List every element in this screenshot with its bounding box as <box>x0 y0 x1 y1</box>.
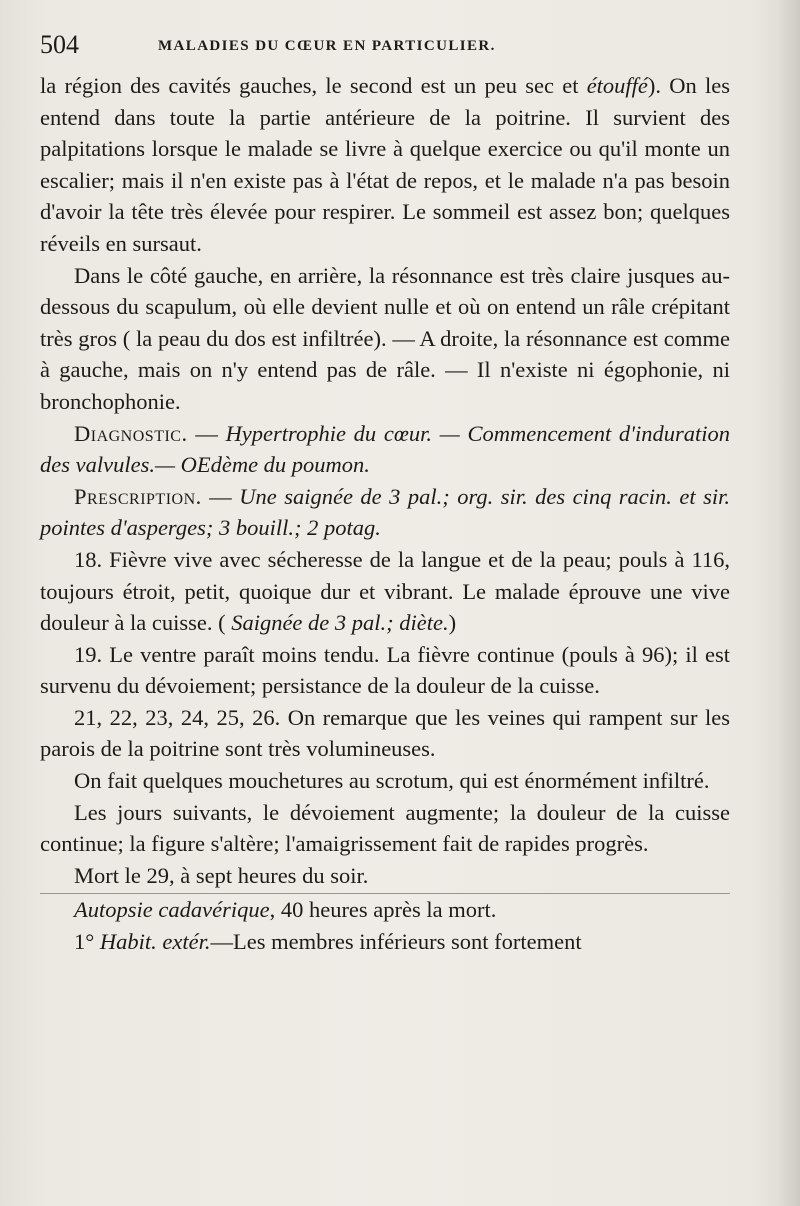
paragraph-mort <box>40 860 730 892</box>
text-segment: —Les membres inférieurs sont fortement <box>210 929 582 955</box>
text-segment: 19. Le ventre paraît moins tendu. La fièvre continue (pouls à 96); il est survenu du dévoiement; persistance de la douleur de la cuisse. <box>40 641 730 699</box>
page-number: 504 <box>40 30 79 59</box>
text-segment: , 40 heures après la mort. <box>269 897 497 923</box>
running-title: MALADIES DU CŒUR EN PARTICULIER. <box>158 38 496 54</box>
text-segment-italic: Saignée de 3 pal.; diète. <box>231 610 449 636</box>
paragraph-mouchetures <box>40 765 730 797</box>
paragraph-jours-suivants <box>40 797 730 860</box>
autopsie-heading: Autopsie cadavérique <box>74 897 270 923</box>
text-segment: Dans le côté gauche, en arrière, la résonnance est très claire jusques au-dessous du scapulum, où elle devient nulle et où on entend un râle crépitant très gros ( la peau du dos est infiltrée). — A droite, la résonnance est comme à gauche, mais on n'y entend pas de râle. — Il n'existe ni égophonie, ni bronchophonie. <box>40 262 730 414</box>
paragraph-diagnostic <box>40 418 730 481</box>
text-segment: la région des cavités gauches, le second est un peu sec et <box>40 73 587 98</box>
paragraph-autopsie <box>40 893 730 926</box>
text-segment: Mort le 29, à sept heures du soir. <box>74 862 369 888</box>
paragraph-2 <box>40 260 730 418</box>
page-header <box>40 30 730 64</box>
paragraph-day-19 <box>40 639 730 702</box>
diagnostic-label: Diagnostic. <box>74 420 188 446</box>
text-segment-italic: Habit. extér. <box>99 929 211 955</box>
paragraph-1 <box>40 70 730 260</box>
text-segment: — <box>201 483 240 509</box>
text-segment: Les jours suivants, le dévoiement augmente; la douleur de la cuisse continue; la figure s'altère; l'amaigrissement fait de rapides progrès. <box>40 799 730 857</box>
text-segment: — <box>187 420 226 446</box>
page-edge-shadow <box>778 0 800 1206</box>
text-segment: ) <box>448 610 457 636</box>
text-segment-italic: étouffé <box>586 73 648 98</box>
text-segment: 1° <box>74 929 100 955</box>
paragraph-days-21-26 <box>40 702 730 765</box>
paragraph-day-18 <box>40 544 730 639</box>
text-segment: On fait quelques mouchetures au scrotum, qui est énormément infiltré. <box>74 768 710 794</box>
diagnostic-text: Hypertrophie du cœur. — Commencement d'induration des valvules.— OEdème du poumon. <box>40 420 730 478</box>
text-segment: 21, 22, 23, 24, 25, 26. On remarque que les veines qui rampent sur les parois de la poitrine sont très volumineuses. <box>40 704 730 762</box>
prescription-text: Une saignée de 3 pal.; org. sir. des cinq racin. et sir. pointes d'asperges; 3 bouill.; 2 potag. <box>40 483 731 541</box>
prescription-label: Prescription. <box>74 483 202 509</box>
text-segment: ). On les entend dans toute la partie antérieure de la poitrine. Il survient des palpitations lorsque le malade se livre à quelque exercice ou qu'il monte un escalier; mais il n'en existe pas à l'état de repos, et le malade n'a pas besoin d'avoir la tête très élevée pour respirer. Le sommeil est assez bon; quelques réveils en sursaut. <box>40 73 730 256</box>
page-body <box>40 70 730 958</box>
paragraph-habit-exter <box>40 926 730 958</box>
text-segment: 18. Fièvre vive avec sécheresse de la langue et de la peau; pouls à 116, toujours étroit, petit, quoique dur et vibrant. Le malade éprouve une vive douleur à la cuisse. ( <box>40 546 730 636</box>
paragraph-prescription <box>40 481 730 544</box>
